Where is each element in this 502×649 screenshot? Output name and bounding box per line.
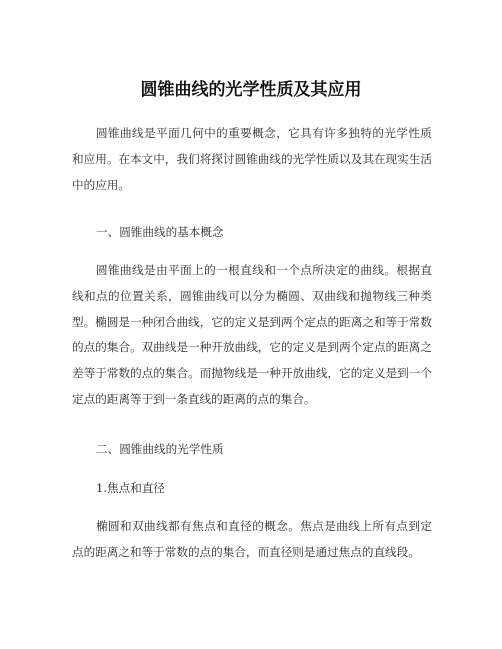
document-title: 圆锥曲线的光学性质及其应用 bbox=[140, 80, 362, 100]
section-1-heading: 一、圆锥曲线的基本概念 bbox=[96, 225, 224, 239]
subsection-1-heading: 1.焦点和直径 bbox=[96, 481, 166, 495]
intro-paragraph: 圆锥曲线是平面几何中的重要概念，它具有许多独特的光学性质和应用。在本文中，我们将探讨圆锥曲线的光学性质以及其在现实生活中的应用。 bbox=[72, 126, 432, 192]
section-2-heading: 二、圆锥曲线的光学性质 bbox=[96, 442, 224, 456]
subsection-1-paragraph: 椭圆和双曲线都有焦点和直径的概念。焦点是曲线上所有点到定点的距离之和等于常数的点的集合，而直径则是通过焦点的直线段。 bbox=[72, 519, 432, 559]
section-1-paragraph: 圆锥曲线是由平面上的一根直线和一个点所决定的曲线。根据直线和点的位置关系，圆锥曲线可以分为椭圆、双曲线和抛物线三种类型。椭圆是一种闭合曲线，它的定义是到两个定点的距离之和等于常数的点的集合。双曲线是一种开放曲线，它的定义是到两个定点的距离之差等于常数的点的集合。而抛物线是一种开放曲线，它的定义是到一个定点的距离等于到一条直线的距离的点的集合。 bbox=[72, 263, 432, 406]
